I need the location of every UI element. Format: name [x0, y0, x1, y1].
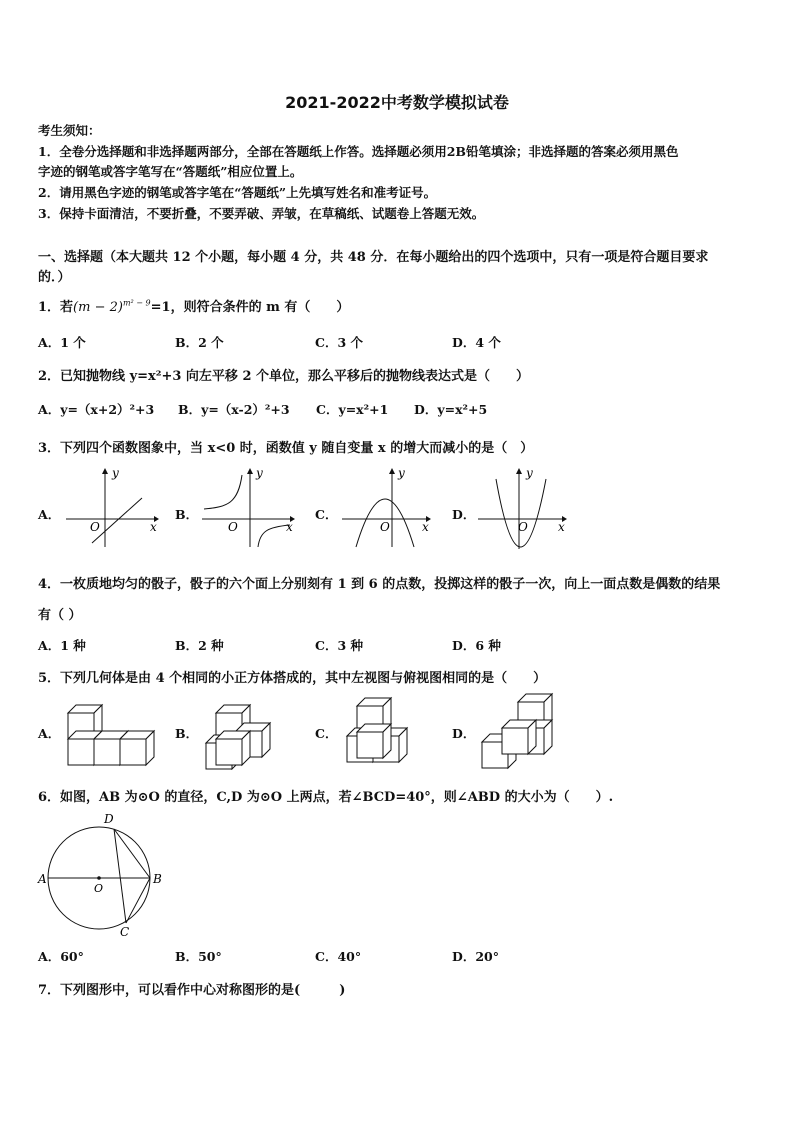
- q1-option-a[interactable]: A．1 个: [38, 335, 86, 350]
- cube: [120, 731, 154, 765]
- q3-graph-b: [198, 465, 298, 550]
- q1-option-d[interactable]: D．4 个: [452, 335, 501, 350]
- q2-option-c[interactable]: C．y=x²+1: [316, 402, 389, 417]
- q5-option-b[interactable]: B．: [175, 726, 199, 741]
- question-1: [38, 296, 349, 315]
- q4-option-c[interactable]: C．3 种: [315, 638, 363, 653]
- q3-option-d[interactable]: D．: [452, 507, 476, 522]
- x-label: x: [558, 520, 565, 534]
- y-arrow: [102, 468, 108, 474]
- y-label: y: [398, 466, 405, 480]
- q1-exponent: m² − 9: [122, 298, 151, 308]
- q6-option-d[interactable]: D．20°: [452, 949, 499, 964]
- parabola: [496, 479, 546, 547]
- y-label: y: [256, 466, 263, 480]
- q5-option-a[interactable]: A．: [38, 726, 61, 741]
- label-a: A: [38, 872, 47, 886]
- origin-label: O: [90, 520, 100, 534]
- q3-graph-d: [474, 465, 574, 550]
- y-label: y: [112, 466, 119, 480]
- y-arrow: [516, 468, 522, 474]
- origin-label: O: [380, 520, 390, 534]
- question-6: 6．如图，AB 为⊙O 的直径，C,D 为⊙O 上两点，若∠BCD=40°，则∠ABD 的大小为（ ）.: [38, 790, 614, 805]
- x-label: x: [150, 520, 157, 534]
- chord-cb: [126, 878, 150, 923]
- q2-option-b[interactable]: B．y=（x-2）²+3: [178, 402, 290, 417]
- x-label: x: [422, 520, 429, 534]
- label-b: B: [153, 872, 162, 886]
- q5-solid-a: [62, 696, 170, 770]
- cube: [357, 724, 391, 758]
- origin-label: O: [518, 520, 528, 534]
- question-4-line-1: 4．一枚质地均匀的骰子，骰子的六个面上分别刻有 1 到 6 的点数，投掷这样的骰子一次，向上一面点数是偶数的结果: [38, 577, 721, 592]
- notice-line-1a: 1．全卷分选择题和非选择题两部分，全部在答题纸上作答。选择题必须用2B铅笔填涂；非选择题的答案必须用黑色: [38, 144, 679, 159]
- section-heading-cont: 的．）: [38, 270, 71, 285]
- origin-label: O: [228, 520, 238, 534]
- q6-option-b[interactable]: B．50°: [175, 949, 222, 964]
- q5-solid-c: [343, 692, 417, 770]
- y-label: y: [526, 466, 533, 480]
- center-point: [97, 876, 101, 880]
- cube: [502, 720, 536, 754]
- q1-suffix: =1，则符合条件的 m 有（ ）: [150, 300, 350, 315]
- notice-heading: 考生须知：: [38, 123, 101, 138]
- hyperbola-left-branch: [204, 475, 242, 509]
- question-5: 5．下列几何体是由 4 个相同的小正方体搭成的，其中左视图与俯视图相同的是（ ）: [38, 671, 547, 686]
- q3-option-a[interactable]: A．: [38, 507, 61, 522]
- label-d: D: [104, 812, 114, 826]
- q4-option-b[interactable]: B．2 种: [175, 638, 224, 653]
- q3-graph-c: [338, 465, 438, 550]
- x-label: x: [286, 520, 293, 534]
- q4-option-d[interactable]: D．6 种: [452, 638, 501, 653]
- notice-line-3: 3．保持卡面清洁，不要折叠，不要弄破、弄皱，在草稿纸、试题卷上答题无效。: [38, 206, 485, 221]
- q5-solid-b: [202, 696, 282, 770]
- question-7: 7．下列图形中，可以看作中心对称图形的是( ): [38, 983, 346, 998]
- q6-option-c[interactable]: C．40°: [315, 949, 362, 964]
- notice-line-1b: 字迹的钢笔或答字笔写在“答题纸”相应位置上。: [38, 164, 303, 179]
- q3-option-b[interactable]: B．: [175, 507, 199, 522]
- question-4-line-2: 有（ ）: [38, 608, 82, 623]
- label-o: O: [94, 882, 104, 895]
- q3-option-c[interactable]: C．: [315, 507, 338, 522]
- notice-line-2: 2．请用黑色字迹的钢笔或答字笔在“答题纸”上先填写姓名和准考证号。: [38, 185, 437, 200]
- q1-option-c[interactable]: C．3 个: [315, 335, 363, 350]
- q6-option-a[interactable]: A．60°: [38, 949, 84, 964]
- q5-solid-d: [478, 690, 564, 772]
- q3-graph-a: [62, 465, 162, 550]
- q1-base: (m − 2): [73, 300, 123, 315]
- q1-prefix: 1．若: [38, 300, 74, 315]
- question-3: 3．下列四个函数图象中，当 x<0 时，函数值 y 随自变量 x 的增大而减小的是（ ）: [38, 441, 534, 456]
- section-heading: 一、选择题（本大题共 12 个小题，每小题 4 分，共 48 分．在每小题给出的四个选项中，只有一项是符合题目要求: [38, 250, 709, 265]
- q6-circle-figure: [36, 810, 170, 940]
- label-c: C: [120, 925, 130, 939]
- cube: [216, 731, 250, 765]
- q2-option-d[interactable]: D．y=x²+5: [414, 402, 488, 417]
- q5-option-c[interactable]: C．: [315, 726, 338, 741]
- q1-option-b[interactable]: B．2 个: [175, 335, 224, 350]
- page-title: 2021-2022中考数学模拟试卷: [285, 93, 509, 112]
- q4-option-a[interactable]: A．1 种: [38, 638, 86, 653]
- q2-option-a[interactable]: A．y=（x+2）²+3: [38, 402, 155, 417]
- q5-option-d[interactable]: D．: [452, 726, 476, 741]
- question-2: 2．已知抛物线 y=x²+3 向左平移 2 个单位，那么平移后的抛物线表达式是（ ）: [38, 369, 530, 384]
- y-arrow: [247, 468, 253, 474]
- y-arrow: [389, 468, 395, 474]
